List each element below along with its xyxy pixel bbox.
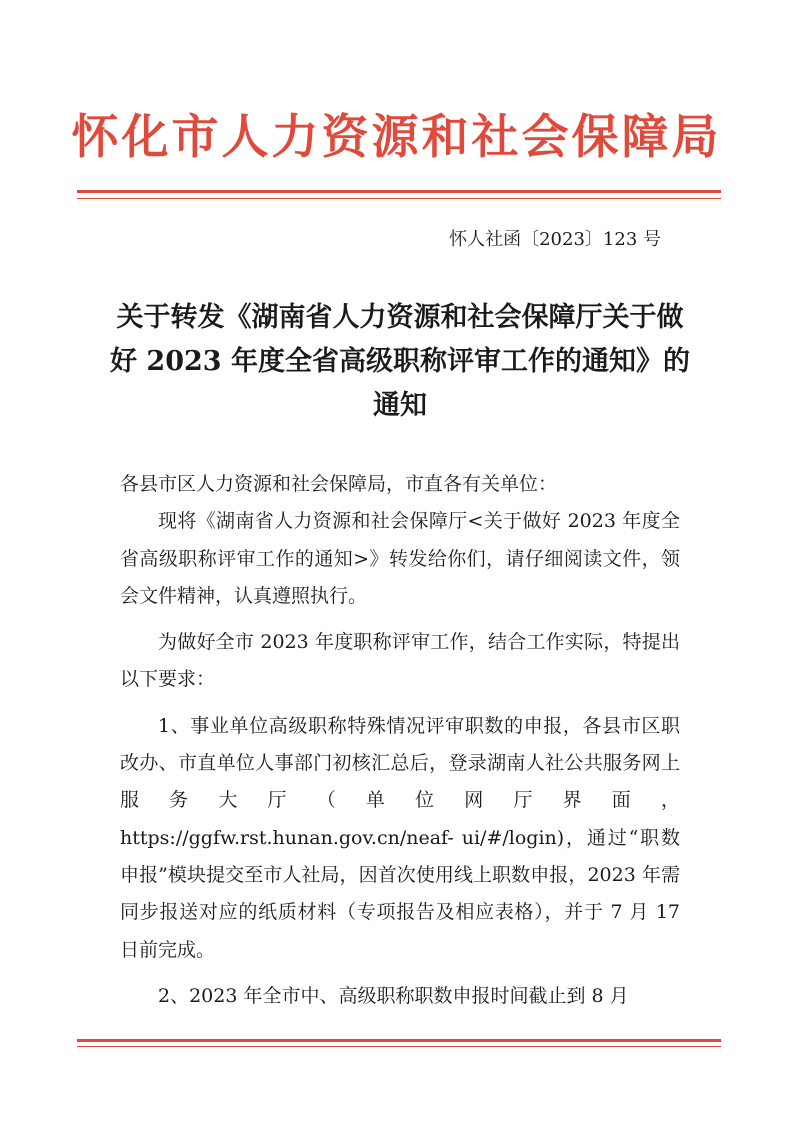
body-paragraph: 现将《湖南省人力资源和社会保障厅<关于做好 2023 年度全省高级职称评审工作的通知>》转发给你们，请仔细阅读文件，领会文件精神，认真遵照执行。 bbox=[120, 510, 680, 607]
footer-rule-thick bbox=[77, 1039, 721, 1042]
document-number: 怀人社函〔2023〕123 号 bbox=[449, 229, 661, 250]
body-paragraph: 1、事业单位高级职称特殊情况评审职数的申报，各县市区职改办、市直单位人事部门初核汇总后，登录湖南人社公共服务网上服务大厅（单位网厅界面，https://ggfw.rst.hunan.gov.cn/neaf- ui/#/login)，通过“职数申报”模块提交至市人社局，因首次使用线上职数申报，2023 年需同步报送对应的纸质材料（专项报告及相应表格），并于 7 月 17 日前完成。 bbox=[120, 714, 680, 961]
document-body bbox=[120, 466, 680, 1015]
letterhead-rule-thick bbox=[77, 190, 721, 193]
footer-rule-thin bbox=[77, 1046, 721, 1047]
letterhead-rule-thin bbox=[77, 198, 721, 199]
body-paragraph: 2、2023 年全市中、高级职称职数申报时间截止到 8 月 bbox=[158, 984, 629, 1007]
body-paragraph: 为做好全市 2023 年度职称评审工作，结合工作实际，特提出以下要求： bbox=[120, 631, 680, 691]
salutation: 各县市区人力资源和社会保障局，市直各有关单位： bbox=[120, 473, 558, 495]
document-title: 关于转发《湖南省人力资源和社会保障厅关于做好 2023 年度全省高级职称评审工作的通知》的通知 bbox=[110, 302, 690, 421]
agency-letterhead: 怀化市人力资源和社会保障局 bbox=[71, 110, 722, 165]
